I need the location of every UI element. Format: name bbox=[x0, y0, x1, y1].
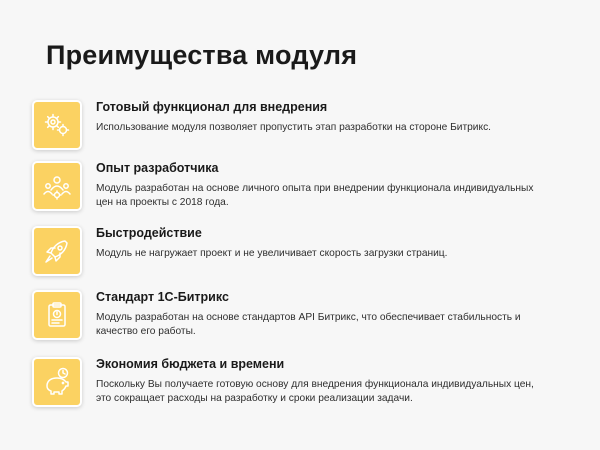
piggy-bank-clock-icon bbox=[32, 357, 82, 407]
feature-description: Поскольку Вы получаете готовую основу для внедрения функционала индивидуальных цен, это сокращает расходы на разработку и сроки реализации задачи. bbox=[96, 379, 534, 404]
feature-title: Стандарт 1С-Битрикс bbox=[96, 290, 229, 304]
feature-description: Модуль разработан на основе личного опыта при внедрении функционала индивидуальных цен на проекты с 2018 года. bbox=[96, 183, 534, 208]
feature-description: Модуль разработан на основе стандартов API Битрикс, что обеспечивает стабильность и качество его работы. bbox=[96, 312, 521, 337]
feature-title: Экономия бюджета и времени bbox=[96, 357, 285, 371]
feature-description: Модуль не нагружает проект и не увеличивает скорость загрузки страниц. bbox=[96, 248, 448, 259]
feature-title: Готовый функционал для внедрения bbox=[96, 100, 328, 114]
rocket-icon bbox=[32, 226, 82, 276]
page-title: Преимущества модуля bbox=[46, 40, 358, 70]
feature-title: Быстродействие bbox=[96, 226, 202, 240]
feature-title: Опыт разработчика bbox=[96, 161, 219, 175]
gears-icon bbox=[32, 100, 82, 150]
feature-description: Использование модуля позволяет пропустить этап разработки на стороне Битрикс. bbox=[96, 122, 491, 133]
team-gears-icon bbox=[32, 161, 82, 211]
clipboard-check-icon bbox=[32, 290, 82, 340]
